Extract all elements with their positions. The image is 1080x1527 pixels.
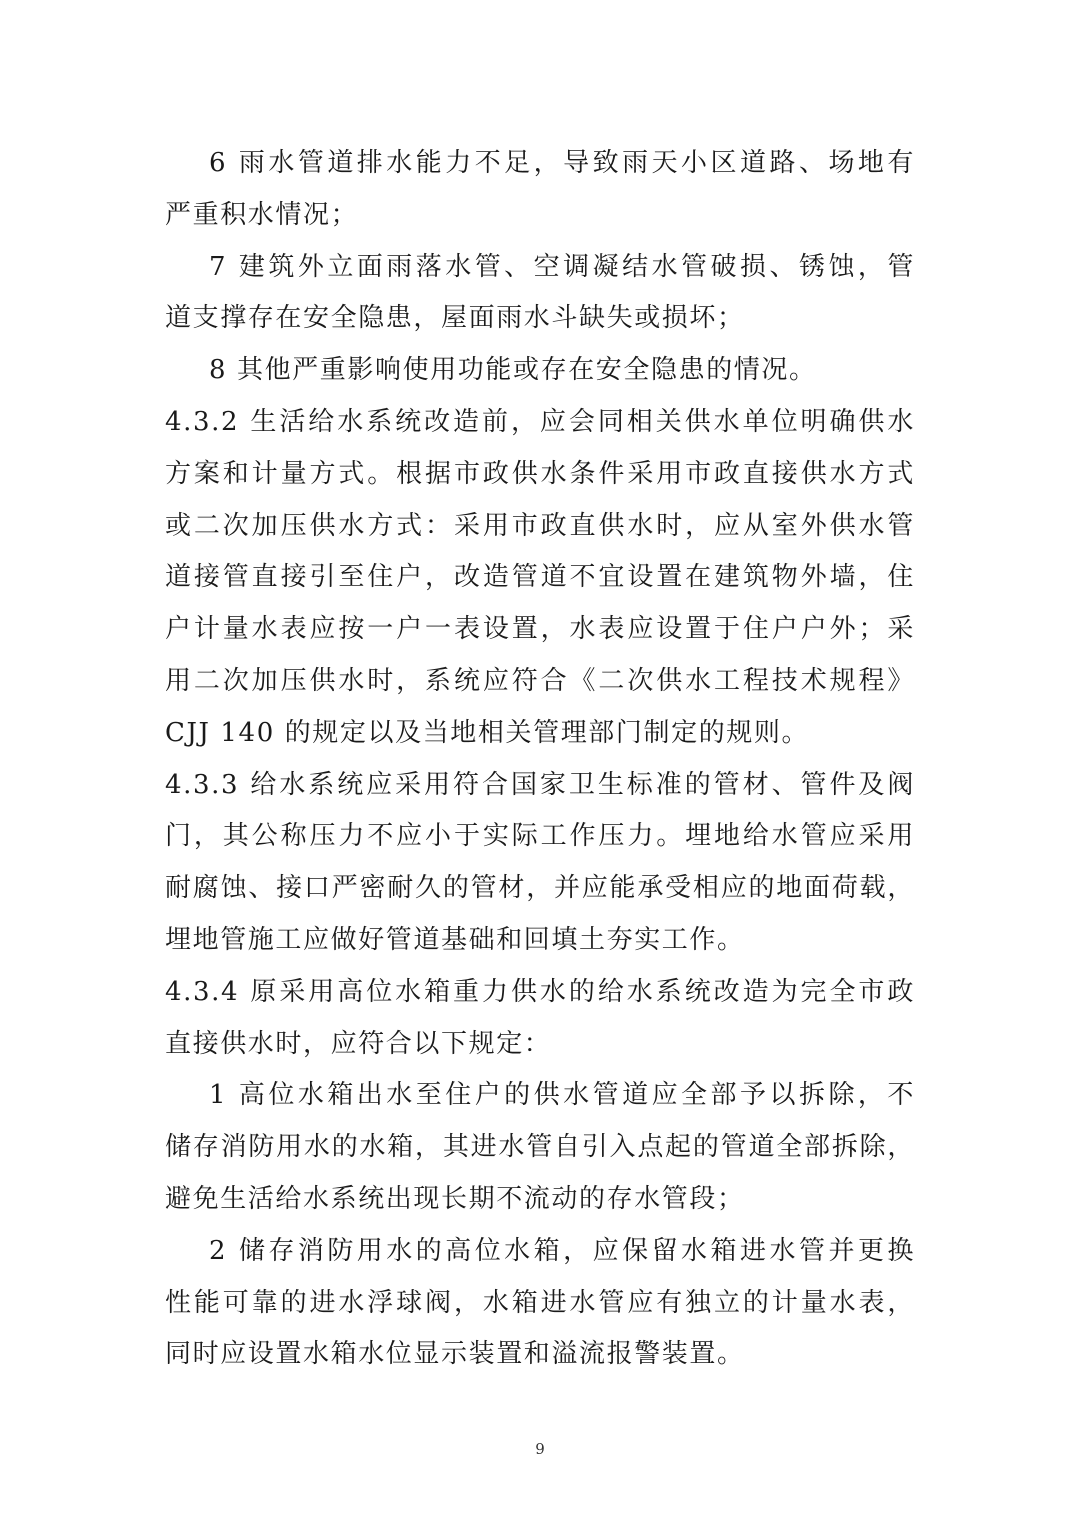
document-body	[165, 138, 915, 1381]
text-line: 7 建筑外立面雨落水管、空调凝结水管破损、锈蚀，管	[209, 251, 915, 282]
text-line: 道支撑存在安全隐患，屋面雨水斗缺失或损坏；	[165, 303, 745, 334]
text-line: 埋地管施工应做好管道基础和回填土夯实工作。	[165, 924, 745, 955]
text-line: 或二次加压供水方式：采用市政直供水时，应从室外供水管	[165, 510, 915, 541]
paragraph-item-8	[165, 345, 915, 397]
text-line: CJJ 140 的规定以及当地相关管理部门制定的规则。	[165, 717, 810, 748]
text-line: 4.3.3 给水系统应采用符合国家卫生标准的管材、管件及阀	[165, 769, 915, 800]
text-line: 4.3.2 生活给水系统改造前，应会同相关供水单位明确供水	[165, 406, 915, 437]
paragraph-item-6	[165, 138, 915, 242]
text-line: 1 高位水箱出水至住户的供水管道应全部予以拆除，不	[209, 1080, 915, 1111]
text-line: 耐腐蚀、接口严密耐久的管材，并应能承受相应的地面荷载，	[165, 873, 915, 904]
text-line: 道接管直接引至住户，改造管道不宜设置在建筑物外墙，住	[165, 562, 915, 593]
page-number: 9	[535, 1440, 545, 1458]
text-line: 性能可靠的进水浮球阀，水箱进水管应有独立的计量水表，	[165, 1287, 915, 1318]
text-line: 同时应设置水箱水位显示装置和溢流报警装置。	[165, 1339, 745, 1370]
text-line: 4.3.4 原采用高位水箱重力供水的给水系统改造为完全市政	[165, 976, 915, 1007]
paragraph-item-2	[165, 1226, 915, 1381]
text-line: 户计量水表应按一户一表设置，水表应设置于住户户外；采	[165, 614, 915, 645]
text-line: 用二次加压供水时，系统应符合《二次供水工程技术规程》	[165, 665, 915, 696]
paragraph-item-7	[165, 242, 915, 346]
paragraph-clause-4-3-4	[165, 967, 915, 1071]
text-line: 直接供水时，应符合以下规定：	[165, 1028, 552, 1059]
text-line: 8 其他严重影响使用功能或存在安全隐患的情况。	[209, 355, 817, 386]
paragraph-clause-4-3-3	[165, 760, 915, 967]
text-line: 6 雨水管道排水能力不足，导致雨天小区道路、场地有	[209, 148, 915, 178]
text-line: 方案和计量方式。根据市政供水条件采用市政直接供水方式	[165, 458, 915, 489]
text-line: 储存消防用水的水箱，其进水管自引入点起的管道全部拆除，	[165, 1132, 915, 1163]
paragraph-item-1	[165, 1070, 915, 1225]
text-line: 2 储存消防用水的高位水箱，应保留水箱进水管并更换	[209, 1235, 915, 1266]
text-line: 避免生活给水系统出现长期不流动的存水管段；	[165, 1183, 745, 1214]
paragraph-clause-4-3-2	[165, 397, 915, 760]
text-line: 门，其公称压力不应小于实际工作压力。埋地给水管应采用	[165, 821, 915, 852]
text-line: 严重积水情况；	[165, 199, 359, 230]
